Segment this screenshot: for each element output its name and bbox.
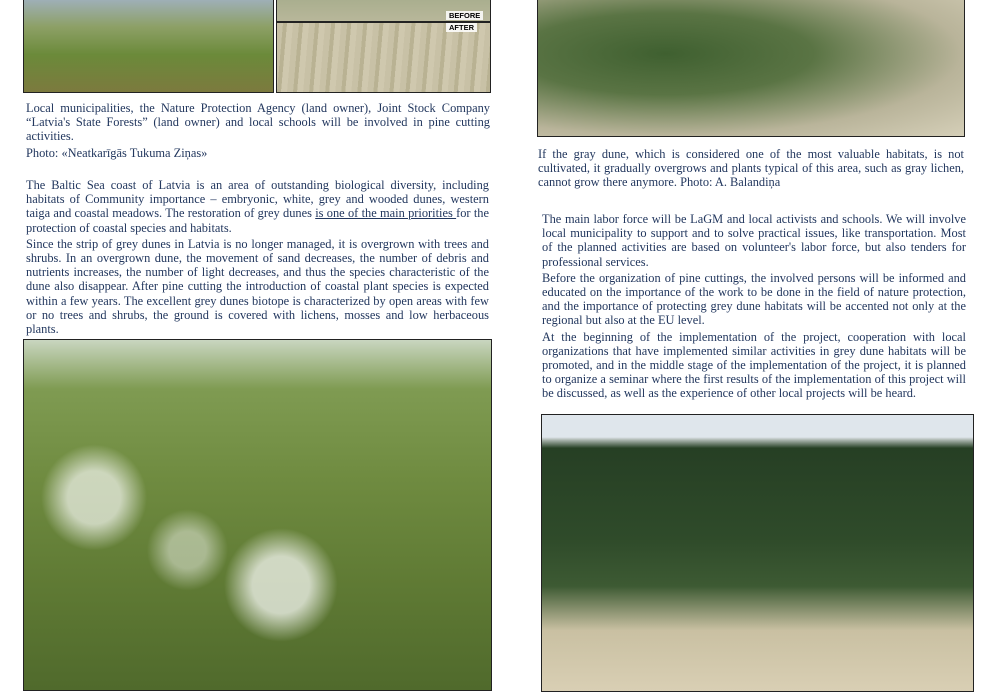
- paragraph-biodiversity-end: for the protection of coastal species and habitats.: [26, 206, 489, 235]
- caption-credit: Photo: «Neatkarīgās Tukuma Ziņas»: [26, 145, 208, 160]
- after-label: AFTER: [446, 23, 477, 32]
- volunteers-cutting-pines-photo: [23, 0, 274, 93]
- grey-dune-flowers-photo: [23, 339, 492, 691]
- before-label: BEFORE: [446, 11, 483, 20]
- labor-force-text: [542, 212, 966, 401]
- paragraph-biodiversity: [26, 178, 489, 235]
- paragraph-overgrown-dunes: Since the strip of grey dunes in Latvia is no longer managed, it is overgrown with trees and shrubs. In an overgrown dune, the movement of sand decreases, the number of debris and nutrients increases, the number of light decreases, and thus the species characteristic of the dune also disappear. After pine cutting the introduction of coastal plant species is expected within a few years. The excellent grey dunes biotope is characterized by open areas with few or no trees and shrubs, the ground is covered with lichens, mosses and low herbaceous plants.: [26, 236, 489, 337]
- paragraph-cooperation: At the beginning of the implementation of the project, cooperation with local organizations that have implemented similar activities in grey dune habitats will be promoted, and in the middle stage of the implementation of the project, it is planned to organize a seminar where the first results of the implementation of this project will be discussed, as well as the experience of other local projects will be heard.: [542, 329, 966, 401]
- overgrown-dune-photo: [537, 0, 965, 137]
- baltic-coast-text: [26, 178, 489, 336]
- aerial-pine-forest-dunes-photo: [541, 414, 974, 692]
- paragraph-biodiversity-start: The Baltic Sea coast of Latvia is an area of outstanding biological diversity, including habitats of Community importance – embryonic, white, grey and wooded dunes, western taiga and coastal meadows. The restoration of grey dunes: [26, 178, 489, 221]
- pine-cutting-caption: [26, 101, 490, 160]
- caption-text: Local municipalities, the Nature Protection Agency (land owner), Joint Stock Company “Latvia's State Forests” (land owner) and local schools will be involved in pine cutting activities.: [26, 101, 490, 144]
- after-dune-photo: [276, 22, 491, 93]
- main-priorities-underlined: is one of the main priorities: [315, 206, 457, 221]
- gray-dune-caption: If the gray dune, which is considered one of the most valuable habitats, is not cultivated, it gradually overgrows and plants typical of this area, such as gray lichen, cannot grow there anymore. Photo: A. Balandiņa: [538, 147, 964, 190]
- paragraph-labor-force: The main labor force will be LaGM and local activists and schools. We will involve local municipality to support and to solve practical issues, like transportation. Most of the planned activities are based on volunteer's labor force, but also tenders for professional services.: [542, 212, 966, 269]
- paragraph-education: Before the organization of pine cuttings, the involved persons will be informed and educated on the importance of the work to be done in the field of nature protection, and the importance of protecting grey dune habitats will be accented not only at the regional but also at the EU level.: [542, 270, 966, 328]
